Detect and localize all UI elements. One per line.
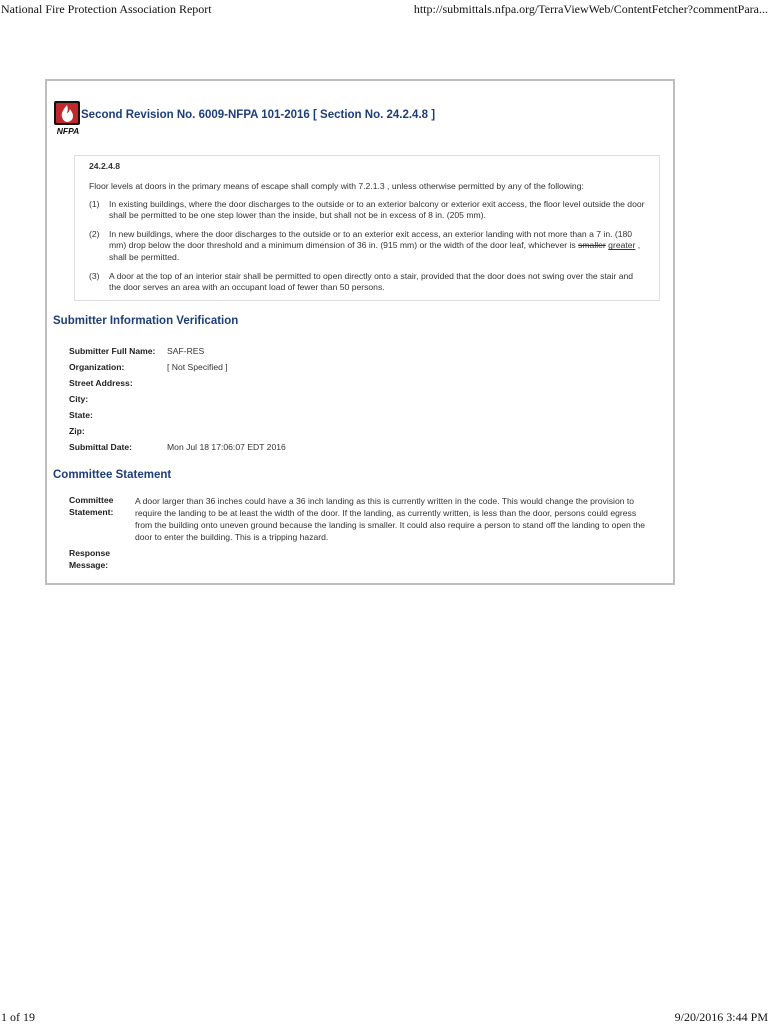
- document-frame: [45, 79, 675, 585]
- list-item: [89, 229, 645, 263]
- item-number: (3): [89, 271, 100, 281]
- list-item: [89, 271, 645, 294]
- committee-heading: Committee Statement: [53, 469, 172, 481]
- print-timestamp: 9/20/2016 3:44 PM: [674, 1010, 768, 1024]
- logo-text: NFPA: [56, 126, 80, 135]
- revision-title: Second Revision No. 6009-NFPA 101-2016 [ Section No. 24.2.4.8 ]: [81, 109, 436, 121]
- statement-label: Statement:: [69, 507, 114, 517]
- deleted-text: smaller: [578, 240, 606, 251]
- field-value: SAF-RES: [167, 346, 205, 356]
- source-url[interactable]: http://submittals.nfpa.org/TerraViewWeb/ContentFetcher?commentPara...: [413, 2, 768, 16]
- field-value: [ Not Specified ]: [167, 362, 228, 372]
- print-header: [0, 2, 770, 18]
- item-text: [109, 229, 645, 263]
- submitter-heading: Submitter Information Verification: [53, 315, 239, 327]
- list-item: [89, 199, 645, 222]
- section-box: [74, 155, 660, 301]
- item-text-before: In new buildings, where the door discharges to the outside or to an exterior exit access, an exterior landing with not more than a 7 in. (180 mm) drop below the door threshold and a minimum dimension of 36 in. (915 mm) or the width of the door leaf, whichever is: [109, 229, 633, 251]
- field-value: Mon Jul 18 17:06:07 EDT 2016: [167, 442, 286, 452]
- item-text: In existing buildings, where the door discharges to the outside or to an exterior balcony or exterior exit access, the floor level outside the door shall be permitted to be one step lower than the inside, but shall not be in excess of 8 in. (205 mm).: [109, 199, 645, 221]
- item-number: (2): [89, 229, 100, 239]
- field-label: Organization:: [69, 362, 125, 372]
- item-text: A door at the top of an interior stair shall be permitted to open directly onto a stair, provided that the door does not swing over the stair and the door serves an area with an occupant load of fewer than 50 persons.: [109, 271, 634, 293]
- response-label: Response: [69, 548, 111, 558]
- statement-label: Committee: [69, 495, 114, 505]
- inserted-text: greater: [608, 240, 636, 251]
- field-label: State:: [69, 410, 93, 420]
- section-number: 24.2.4.8: [89, 161, 121, 171]
- response-label: Message:: [69, 560, 109, 570]
- nfpa-logo-icon: [53, 101, 83, 135]
- field-label: Street Address:: [69, 378, 133, 388]
- field-label: Zip:: [69, 426, 85, 436]
- field-label: City:: [69, 394, 89, 404]
- field-label: Submittal Date:: [69, 442, 133, 452]
- section-intro: Floor levels at doors in the primary means of escape shall comply with 7.2.1.3 , unless otherwise permitted by any of the following:: [89, 181, 584, 191]
- report-title: National Fire Protection Association Report: [1, 2, 212, 16]
- statement-text: A door larger than 36 inches could have a 36 inch landing as this is currently written in the code. This would change the provision to require the landing to be at least the width of the door. If the landing, as currently written, is less than the door, persons could egress from the building onto uneven ground because the landing is smaller. It could also require a person to stand off the landing to open the door to enter the building. This is a tripping hazard.: [135, 496, 646, 542]
- field-label: Submitter Full Name:: [69, 346, 156, 356]
- item-text-after: , shall be permitted.: [109, 240, 641, 262]
- page-number: 1 of 19: [1, 1010, 35, 1024]
- item-number: (1): [89, 199, 100, 209]
